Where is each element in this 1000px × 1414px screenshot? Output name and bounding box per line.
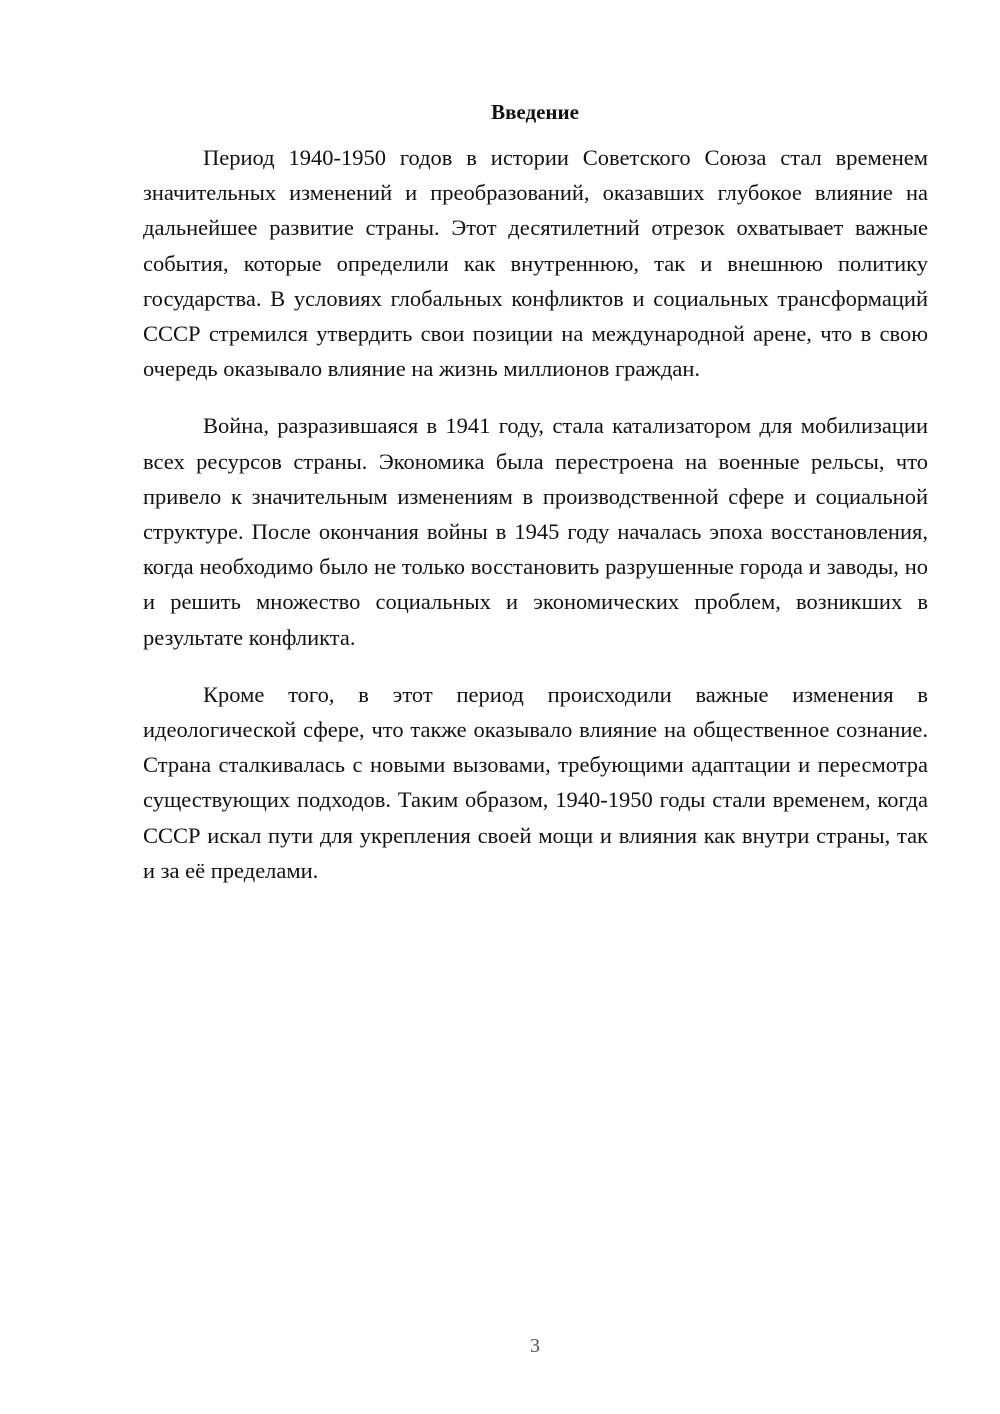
paragraph-3: Кроме того, в этот период происходили важные изменения в идеологической сфере, что также оказывало влияние на общественное сознание. Страна сталкивалась с новыми вызовами, требующими адаптации и пересмотра существующих подходов. Таким образом, 1940-1950 годы стали временем, когда СССР искал пути для укрепления своей мощи и влияния как внутри страны, так и за её пределами. [143, 681, 928, 883]
document-body [143, 140, 928, 910]
section-title: Введение [491, 100, 579, 124]
page-number: 3 [530, 1335, 540, 1357]
paragraph-1: Период 1940-1950 годов в истории Советского Союза стал временем значительных изменений и преобразований, оказавших глубокое влияние на дальнейшее развитие страны. Этот десятилетний отрезок охватывает важные события, которые определили как внутреннюю, так и внешнюю политику государства. В условиях глобальных конфликтов и социальных трансформаций СССР стремился утвердить свои позиции на международной арене, что в свою очередь оказывало влияние на жизнь миллионов граждан. [143, 145, 928, 382]
paragraph-2: Война, разразившаяся в 1941 году, стала катализатором для мобилизации всех ресурсов страны. Экономика была перестроена на военные рельсы, что привело к значительным изменениям в производственной сфере и социальной структуре. После окончания войны в 1945 году началась эпоха восстановления, когда необходимо было не только восстановить разрушенные города и заводы, но и решить множество социальных и экономических проблем, возникших в результате конфликта. [143, 413, 928, 650]
